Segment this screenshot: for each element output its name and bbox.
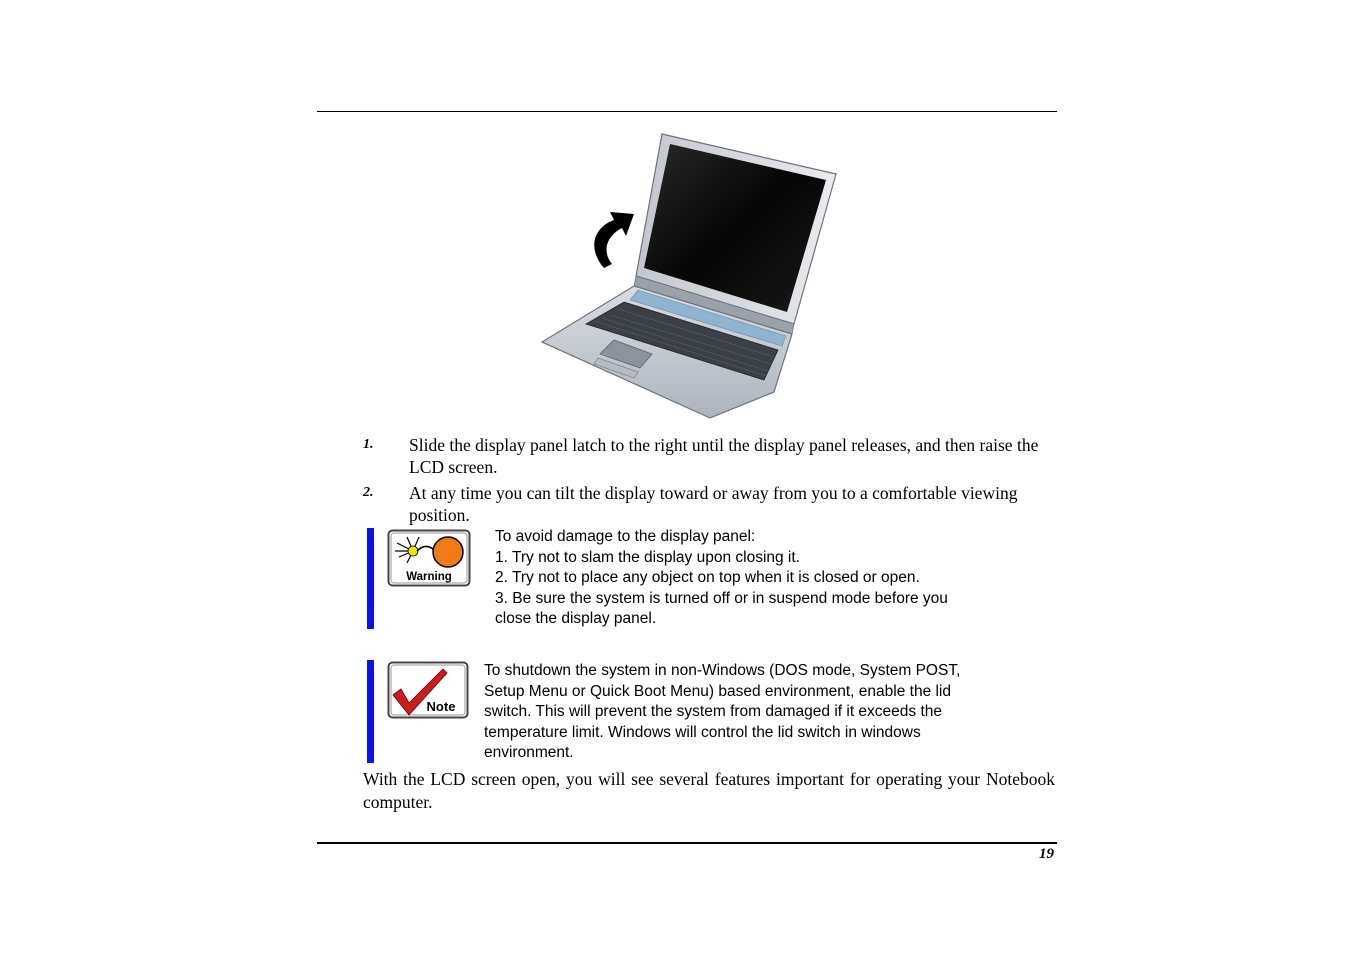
note-icon-label: Note xyxy=(426,699,456,714)
step-2 xyxy=(363,482,1056,526)
step-1 xyxy=(363,434,1056,478)
step-text: Slide the display panel latch to the right until the display panel releases, and then raise the LCD screen. xyxy=(409,435,1039,477)
warning-line: 2. Try not to place any object on top when it is closed or open. xyxy=(495,569,920,586)
warning-icon xyxy=(387,529,471,592)
step-text: At any time you can tilt the display toward or away from you to a comfortable viewing position. xyxy=(409,483,1018,525)
step-number: 1. xyxy=(363,437,374,452)
note-line: switch. This will prevent the system from damaged if it exceeds the xyxy=(484,703,943,720)
warning-line: 3. Be sure the system is turned off or in suspend mode before you xyxy=(495,589,948,607)
note-line: To shutdown the system in non-Windows (DOS mode, System POST, xyxy=(484,662,961,679)
step-number: 2. xyxy=(363,485,374,500)
warning-line: To avoid damage to the display panel: xyxy=(495,528,756,545)
warning-line: close the display panel. xyxy=(495,610,657,627)
warning-text xyxy=(495,527,948,630)
laptop-illustration xyxy=(530,128,850,420)
note-line: Setup Menu or Quick Boot Menu) based environment, enable the lid xyxy=(484,682,951,700)
footer-rule xyxy=(317,842,1057,844)
note-text xyxy=(484,661,960,764)
warning-callout xyxy=(367,528,1057,629)
page-number: 19 xyxy=(1039,846,1054,862)
header-rule xyxy=(317,111,1057,112)
note-icon xyxy=(387,661,469,724)
laptop-opening-image xyxy=(530,128,850,420)
note-line: temperature limit. Windows will control the lid switch in windows xyxy=(484,723,921,741)
callout-bar xyxy=(367,528,374,629)
warning-line: 1. Try not to slam the display upon closing it. xyxy=(495,548,800,566)
note-callout xyxy=(367,660,1057,763)
callout-bar xyxy=(367,660,374,763)
note-line: environment. xyxy=(484,744,574,761)
body-paragraph: With the LCD screen open, you will see several features important for operating your Notebook computer. xyxy=(363,769,1055,812)
warning-icon-label: Warning xyxy=(406,571,452,583)
